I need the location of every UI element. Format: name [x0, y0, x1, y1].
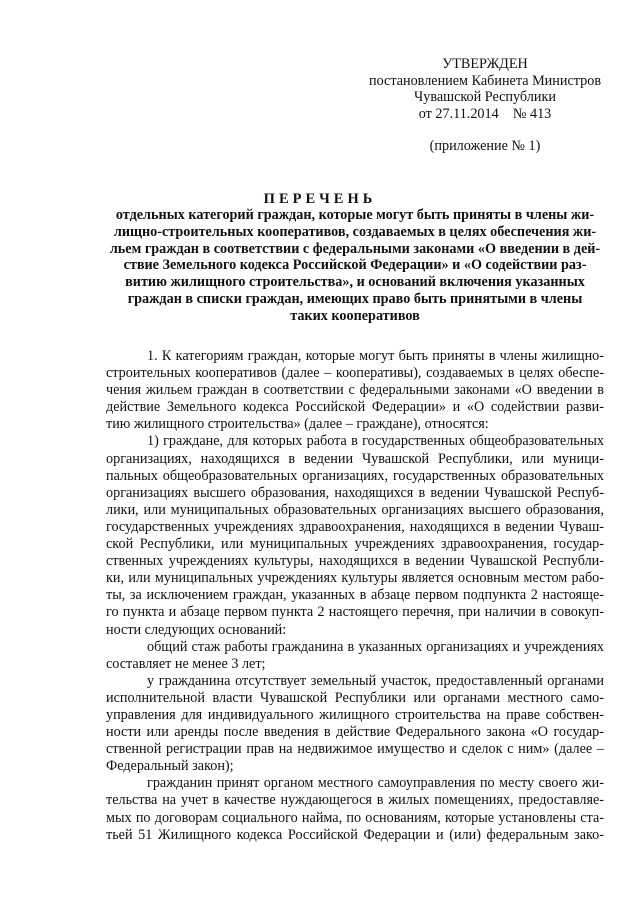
- text-line: тьей 51 Жилищного кодекса Российской Федерации и (или) федеральным зако-: [106, 826, 604, 843]
- text-line: тельства на учет в качестве нуждающегося в жилых помещениях, предоставляе-: [106, 792, 604, 809]
- text-line: у гражданина отсутствует земельный участок, предоставленный органами: [147, 672, 604, 689]
- text-line: строительных кооперативов (далее – кооперативы), создаваемых в целях обеспе-: [106, 365, 604, 382]
- text-line: 1) граждане, для которых работа в государственных общеобразовательных: [147, 433, 604, 450]
- text-line: управления для индивидуального жилищного строительства на праве собствен-: [106, 706, 604, 723]
- text-line: го пункта и абзаце первом пункта 2 настоящего перечня, при наличии в совокуп-: [106, 604, 604, 621]
- paragraph-subitem-1: [106, 433, 604, 638]
- text-line: лики, или муниципальных образовательных организациях высшего образования,: [106, 501, 604, 518]
- text-line: действие Земельного кодекса Российской Федерации» и «О содействии разви-: [106, 399, 604, 416]
- text-line: составляет не менее 3 лет;: [106, 655, 266, 672]
- text-line: ской Республики, или муниципальных учреждениях здравоохранения, государ-: [106, 536, 604, 553]
- text-line: организациях, находящихся в ведении Чувашской Республики, или муници-: [106, 450, 604, 467]
- paragraph-land-plot: [106, 673, 604, 776]
- text-line: ности следующих оснований:: [106, 621, 287, 638]
- text-line: государственных учреждениях здравоохранения, находящихся в ведении Чуваш-: [106, 518, 604, 535]
- subtitle-line: отдельных категорий граждан, которые могут быть приняты в члены жи-: [115, 207, 595, 223]
- subtitle-line: льем граждан в соответствии с федеральными законами «О введении в дей-: [109, 240, 601, 257]
- text-line: мых по договорам социального найма, по основаниям, которые установлены ста-: [106, 809, 604, 826]
- approval-stamp: [360, 56, 610, 155]
- paragraph-1: [106, 348, 604, 433]
- text-line: ки, или муниципальных учреждениях культуры является основным местом рабо-: [106, 570, 604, 587]
- subtitle-line: витию жилищного строительства», и оснований включения указанных: [125, 274, 585, 291]
- document-subtitle: [106, 207, 604, 325]
- text-line: 1. К категориям граждан, которые могут быть приняты в члены жилищно-: [147, 348, 604, 364]
- subtitle-line: таких кооперативов: [290, 307, 420, 324]
- text-line: исполнительной власти Чувашской Республики или органами местного само-: [106, 689, 604, 706]
- subtitle-line: лищно-строительных кооперативов, создаваемых в целях обеспечения жи-: [113, 223, 597, 240]
- text-line: ности или аренды после введения в действие Федерального закона «О государ-: [106, 724, 604, 741]
- text-line: общий стаж работы гражданина в указанных организациях и учреждениях: [147, 638, 604, 655]
- text-line: Федеральный закон);: [106, 758, 234, 775]
- text-line: чения жильем граждан в соответствии с федеральными законами «О введении в: [106, 382, 604, 399]
- approval-line: УТВЕРЖДЕН: [442, 56, 528, 72]
- document-title: ПЕРЕЧЕНЬ: [263, 191, 377, 207]
- approval-line: Чувашской Республики: [414, 89, 556, 106]
- paragraph-housing-registration: [106, 775, 604, 843]
- text-line: ственных учреждениях культуры, находящихся в ведении Чувашской Республи-: [106, 553, 604, 570]
- subtitle-line: ствие Земельного кодекса Российской Федерации» и «О содействии раз-: [123, 257, 587, 274]
- text-line: гражданин принят органом местного самоуправления по месту своего жи-: [147, 775, 604, 792]
- approval-line: постановлением Кабинета Министров: [368, 72, 602, 89]
- paragraph-work-experience: [106, 639, 604, 673]
- document-body: [106, 348, 604, 844]
- subtitle-line: граждан в списки граждан, имеющих право быть принятыми в члены: [127, 290, 583, 307]
- text-line: ты, за исключением граждан, указанных в абзаце первом подпункта 2 настояще-: [106, 587, 604, 604]
- text-line: тию жилищного строительства» (далее – граждане), относятся:: [106, 416, 489, 433]
- approval-date-number: от 27.11.2014 № 413: [418, 105, 552, 122]
- text-line: организациях высшего образования, находящихся в ведении Чувашской Респуб-: [106, 484, 604, 501]
- text-line: пальных общеобразовательных организациях, государственных образовательных: [106, 467, 604, 484]
- appendix-note: (приложение № 1): [429, 138, 541, 155]
- text-line: ственной регистрации прав на недвижимое имущество и сделок с ним» (далее –: [106, 741, 604, 758]
